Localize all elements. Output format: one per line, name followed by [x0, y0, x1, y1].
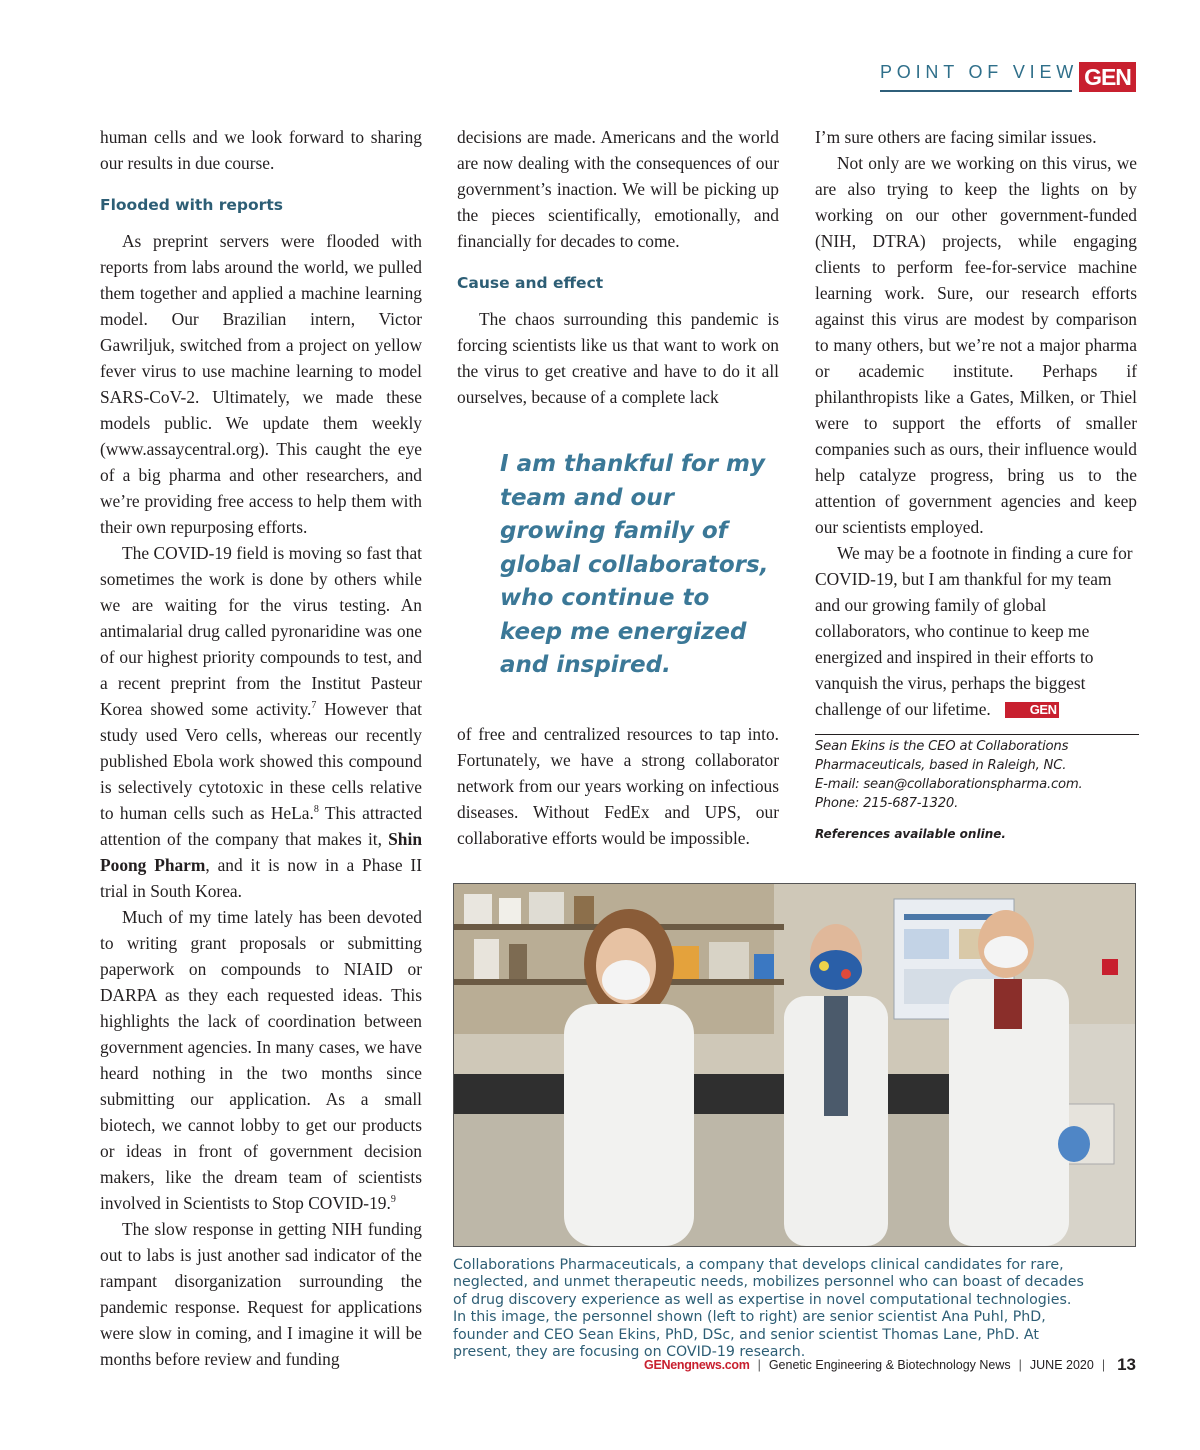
column-2 [457, 124, 779, 410]
lab-photo [453, 883, 1136, 1247]
paragraph [815, 540, 1137, 722]
bio-line: E-mail: sean@collaborationspharma.com. [815, 777, 1083, 792]
page-footer [644, 1355, 1136, 1375]
pull-quote: I am thankful for my team and our growing family of global collaborators, who continue to keep me energized and inspired. [500, 451, 769, 678]
paragraph: The chaos surrounding this pandemic is forcing scientists like us that want to work on the virus to get creative and have to do it all ourselves, because of a complete lack [457, 309, 779, 407]
author-bio [815, 737, 1145, 813]
paragraph: The slow response in getting NIH funding out to labs is just another sad indicator of the rampant disorganization surrounding the pandemic response. Request for applications were slow in coming, and I imagine it will be months before review and funding [100, 1219, 422, 1369]
bio-line: Phone: 215-687-1320. [815, 796, 959, 811]
footer-site-link[interactable]: GENengnews.com [644, 1358, 750, 1372]
footer-issue: JUNE 2020 [1029, 1358, 1094, 1372]
footer-publication: Genetic Engineering & Biotechnology News [768, 1358, 1011, 1372]
text-run: This attracted attention of the company that makes it, [100, 803, 423, 849]
text-run: The COVID-19 field is moving so fast that sometimes the work is done by others while we are waiting for the virus testing. An antimalarial drug called pyronaridine was one of our highest priority compounds to test, and a recent preprint from the Institut Pasteur Korea showed some activity. [100, 543, 422, 719]
caption-line: founder and CEO Sean Ekins, PhD, DSc, and senior scientist Thomas Lane, PhD. At [453, 1326, 1039, 1343]
paragraph: human cells and we look forward to sharing our results in due course. [100, 127, 422, 173]
bio-line: Sean Ekins is the CEO at Collaborations [815, 739, 1069, 754]
company-name: Shin Poong Pharm [100, 829, 422, 875]
section-label-text: POINT OF VIEW [880, 62, 1079, 82]
section-label [880, 62, 1079, 92]
references-note: References available online. [815, 827, 1006, 841]
subheading: Flooded with reports [100, 196, 283, 214]
lab-photo-illustration [454, 884, 1135, 1246]
end-mark-logo: GEN [1005, 702, 1060, 718]
paragraph: Not only are we working on this virus, we are also trying to keep the lights on by working on our other government-funded (NIH, DTRA) projects, while engaging clients to perform fee-for-service machine learning work. Sure, our research efforts against this virus are modest by comparison to many others, but we’re not a major pharma or academic institute. Perhaps if philanthropists like a Gates, Milken, or Thiel were to support the efforts of smaller companies such as ours, their influence would help catalyze progress, bring us to the attention of government agencies and keep our scientists employed. [815, 153, 1137, 537]
text-run: Much of my time lately has been devoted to writing grant proposals or submitting paperwork on compounds to NIAID or DARPA as they each requested ideas. This highlights the lack of coordination between government agencies. In many cases, we have heard nothing in the two months since submitting our application. As a small biotech, we cannot lobby to get our products or ideas in front of government decision makers, like the dream team of scientists involved in Scientists to Stop COVID-19. [100, 907, 422, 1213]
paragraph: I’m sure others are facing similar issues. [815, 127, 1097, 147]
column-2-continued [457, 721, 779, 851]
reference-marker: 9 [390, 1194, 396, 1206]
footer-separator: | [757, 1358, 761, 1372]
subheading: Cause and effect [457, 274, 604, 292]
paragraph: decisions are made. Americans and the world are now dealing with the consequences of our government’s inaction. We will be picking up the pieces scientifically, emotionally, and financially for decades to come. [457, 127, 779, 251]
paragraph: As preprint servers were flooded with reports from labs around the world, we pulled them together and applied a machine learning model. Our Brazilian intern, Victor Gawriljuk, switched from a project on yellow fever virus to use machine learning to model SARS-CoV-2. Ultimately, we made these models public. We update them weekly (www.assaycentral.org). This caught the eye of a big pharma and other researchers, and we’re providing free access to help them with their own repurposing efforts. [100, 231, 422, 537]
column-3 [815, 124, 1137, 722]
gen-logo: GEN [1079, 62, 1136, 92]
text-run: However that study used Vero cells, whereas our recently published Ebola work showed this compound is selectively cytotoxic in these cells relative to human cells such as HeLa. [100, 699, 422, 823]
caption-line: neglected, and unmet therapeutic needs, mobilizes personnel who can boast of decades [453, 1274, 1084, 1291]
paragraph [100, 540, 422, 904]
bio-line: Pharmaceuticals, based in Raleigh, NC. [815, 758, 1067, 773]
footer-separator: | [1101, 1358, 1106, 1372]
reference-marker: 8 [313, 804, 319, 816]
photo-caption [453, 1257, 1143, 1361]
text-run: , and it is now in a Phase II trial in South Korea. [100, 855, 422, 901]
caption-line: In this image, the personnel shown (left to right) are senior scientist Ana Puhl, PhD, [453, 1309, 1046, 1326]
caption-line: of drug discovery experience as well as expertise in novel computational technologies. [453, 1291, 1072, 1308]
paragraph [100, 904, 422, 1216]
footer-separator: | [1018, 1358, 1022, 1372]
caption-line: Collaborations Pharmaceuticals, a company that develops clinical candidates for rare, [453, 1257, 1064, 1273]
text-run: We may be a footnote in finding a cure for COVID-19, but I am thankful for my team and our growing family of global collaborators, who continue to keep me energized and inspired in their efforts to vanquish the virus, perhaps the biggest challenge of our lifetime. [815, 543, 1133, 719]
page-number: 13 [1117, 1355, 1136, 1374]
bio-divider [815, 734, 1139, 735]
paragraph: of free and centralized resources to tap into. Fortunately, we have a strong collaborator network from our years working on infectious diseases. Without FedEx and UPS, our collaborative efforts would be impossible. [457, 724, 779, 848]
reference-marker: 7 [311, 700, 317, 712]
column-1 [100, 124, 422, 1372]
caption-line: present, they are focusing on COVID-19 research. [453, 1344, 806, 1361]
